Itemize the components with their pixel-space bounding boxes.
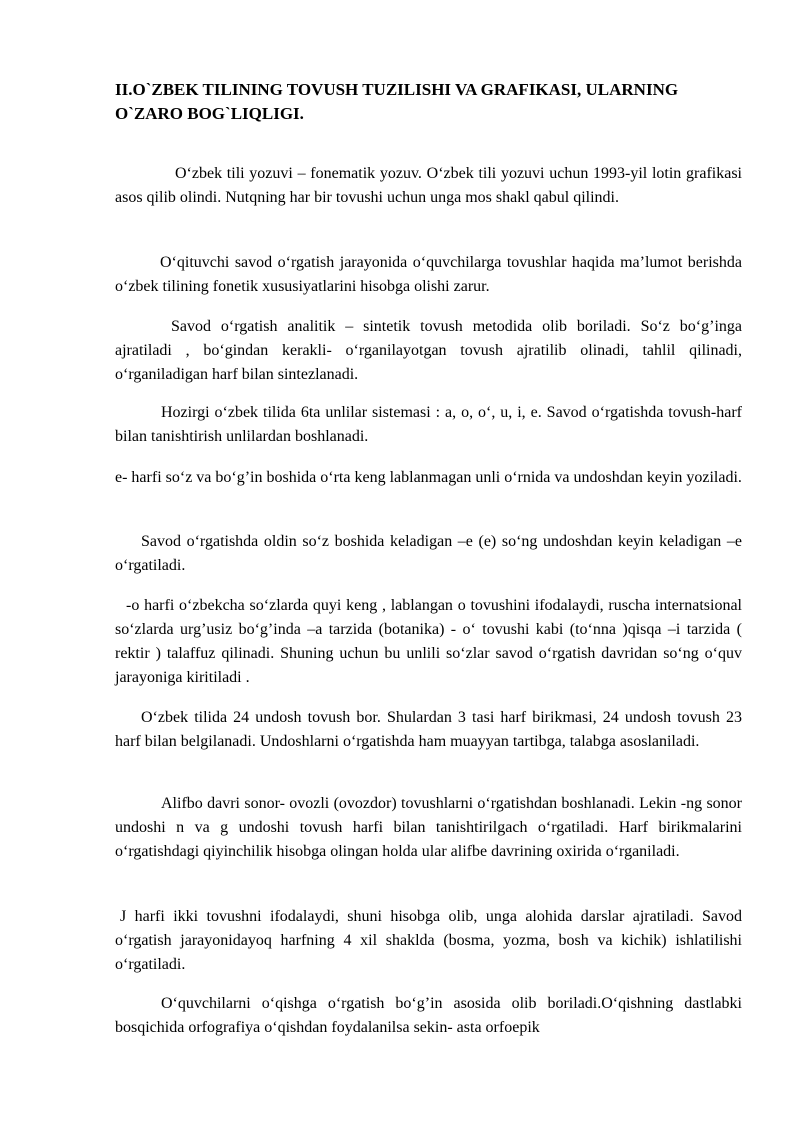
paragraph-5: e- harfi so‘z va bo‘g’in boshida o‘rta keng lablanmagan unli o‘rnida va undoshdan keyin yoziladi. xyxy=(115,469,742,486)
paragraph-11: O‘quvchilarni o‘qishga o‘rgatish bo‘g’in asosida olib boriladi.O‘qishning dastlabki bosqichida orfografiya o‘qishdan foydalanilsa sekin- asta orfoepik xyxy=(115,995,742,1036)
paragraph-9: Alifbo davri sonor- ovozli (ovozdor) tovushlarni o‘rgatishdan boshlanadi. Lekin -ng sonor undoshi n va g undoshi tovush harfi bilan tanishtirilgach o‘rgatiladi. Harf birikmalarini o‘rgatishdagi qiyinchilik hisobga olingan holda ular alifbe davrining oxirida o‘rganiladi. xyxy=(115,795,742,860)
paragraph-6: Savod o‘rgatishda oldin so‘z boshida keladigan –e (e) so‘ng undoshdan keyin keladigan –e o‘rgatiladi. xyxy=(115,533,742,574)
paragraph-2: O‘qituvchi savod o‘rgatish jarayonida o‘quvchilarga tovushlar haqida ma’lumot berishda o‘zbek tilining fonetik xususiyatlarini hisobga olishi zarur. xyxy=(115,254,742,295)
paragraph-3: Savod o‘rgatish analitik – sintetik tovush metodida olib boriladi. So‘z bo‘g’inga ajratiladi , bo‘gindan kerakli- o‘rganilayotgan tovush ajratilib olinadi, tahlil qilinadi, o‘rganiladigan harf bilan sintezlanadi. xyxy=(115,318,742,383)
paragraph-10: J harfi ikki tovushni ifodalaydi, shuni hisobga olib, unga alohida darslar ajratiladi. Savod o‘rgatish jarayonidayoq harfning 4 xil shaklda (bosma, yozma, bosh va kichik) ishlatilishi o‘rgatiladi. xyxy=(115,908,742,973)
paragraph-7: -o harfi o‘zbekcha so‘zlarda quyi keng , lablangan o tovushini ifodalaydi, ruscha internatsional so‘zlarda urg’usiz bo‘g’inda –a tarzida (botanika) - o‘ tovushi kabi (to‘nna )qisqa –i tarzida ( rektir ) talaffuz qilinadi. Shuning uchun bu unlili so‘zlar savod o‘rgatish davridan so‘ng o‘quv jarayoniga kiritiladi . xyxy=(115,597,742,686)
paragraph-8: O‘zbek tilida 24 undosh tovush bor. Shulardan 3 tasi harf birikmasi, 24 undosh tovush 23 harf bilan belgilanadi. Undoshlarni o‘rgatishda ham muayyan tartibga, talabga asoslaniladi. xyxy=(115,709,742,750)
section-title: II.O`ZBEK TILINING TOVUSH TUZILISHI VA GRAFIKASI, ULARNING O`ZARO BOG`LIQLIGI. xyxy=(115,80,679,123)
paragraph-4: Hozirgi o‘zbek tilida 6ta unlilar sistemasi : a, o, o‘, u, i, e. Savod o‘rgatishda tovush-harf bilan tanishtirish unlilardan boshlanadi. xyxy=(115,404,742,445)
paragraph-1: O‘zbek tili yozuvi – fonematik yozuv. O‘zbek tili yozuvi uchun 1993-yil lotin grafikasi asos qilib olindi. Nutqning har bir tovushi uchun unga mos shakl qabul qilindi. xyxy=(115,165,742,206)
